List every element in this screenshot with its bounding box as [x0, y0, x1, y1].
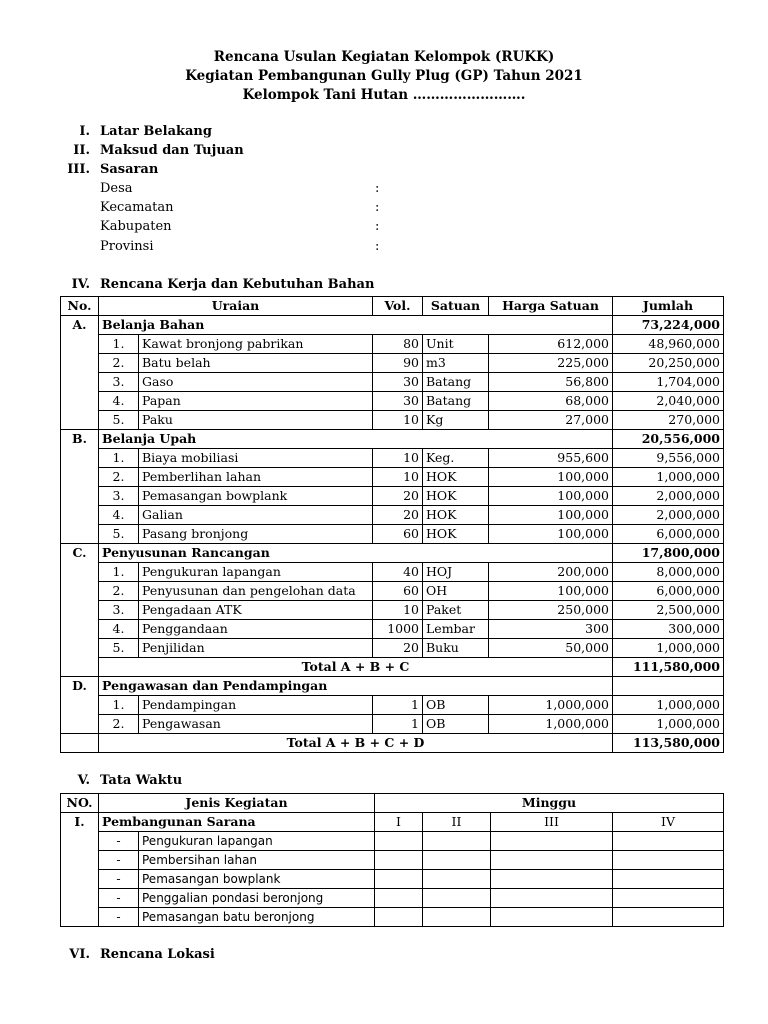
item-price: 100,000 — [489, 487, 613, 506]
section-maksud-tujuan — [73, 143, 244, 158]
activity-name: Pemasangan bowplank — [139, 870, 375, 889]
item-sum: 270,000 — [613, 411, 724, 430]
item-vol: 10 — [373, 601, 423, 620]
item-number: 2. — [99, 582, 139, 601]
activity-name: Pengukuran lapangan — [139, 832, 375, 851]
item-vol: 1000 — [373, 620, 423, 639]
group-title: Belanja Upah — [99, 430, 613, 449]
group-total: 17,800,000 — [613, 544, 724, 563]
week-cell — [375, 851, 423, 870]
item-sum: 2,500,000 — [613, 601, 724, 620]
header-satuan: Satuan — [423, 297, 489, 316]
total-abcd-label: Total A + B + C + D — [99, 734, 613, 753]
week-cell — [613, 908, 724, 927]
week-cell — [375, 832, 423, 851]
week-cell — [613, 851, 724, 870]
week-cell — [491, 889, 613, 908]
document-title — [0, 48, 768, 105]
item-sum: 1,000,000 — [613, 715, 724, 734]
group-number: I. — [61, 813, 99, 832]
table-row — [61, 449, 724, 468]
week-cell — [423, 832, 491, 851]
item-price: 50,000 — [489, 639, 613, 658]
item-unit: m3 — [423, 354, 489, 373]
item-number: 2. — [99, 468, 139, 487]
section-number: III. — [67, 162, 90, 177]
item-vol: 10 — [373, 411, 423, 430]
section-number: II. — [73, 143, 90, 158]
item-sum: 6,000,000 — [613, 582, 724, 601]
item-number: 5. — [99, 525, 139, 544]
item-number: 4. — [99, 506, 139, 525]
section-number: I. — [79, 124, 90, 139]
item-sum: 1,000,000 — [613, 639, 724, 658]
item-price: 955,600 — [489, 449, 613, 468]
item-number: 2. — [99, 354, 139, 373]
item-price: 100,000 — [489, 468, 613, 487]
item-sum: 300,000 — [613, 620, 724, 639]
item-sum: 2,040,000 — [613, 392, 724, 411]
item-price: 68,000 — [489, 392, 613, 411]
week-cell — [491, 870, 613, 889]
item-vol: 10 — [373, 449, 423, 468]
item-dash: - — [99, 851, 139, 870]
week-label: III — [491, 813, 613, 832]
item-unit: OB — [423, 696, 489, 715]
item-sum: 2,000,000 — [613, 487, 724, 506]
item-sum: 48,960,000 — [613, 335, 724, 354]
header-minggu: Minggu — [375, 794, 724, 813]
item-name: Penyusunan dan pengelohan data — [139, 582, 373, 601]
group-row — [61, 677, 724, 696]
group-title: Pengawasan dan Pendampingan — [99, 677, 613, 696]
item-number: 1. — [99, 696, 139, 715]
item-name: Papan — [139, 392, 373, 411]
table-row — [61, 582, 724, 601]
item-price: 27,000 — [489, 411, 613, 430]
item-unit: Keg. — [423, 449, 489, 468]
field-label: Desa — [100, 181, 133, 196]
week-label: II — [423, 813, 491, 832]
item-number: 3. — [99, 487, 139, 506]
field-label: Kecamatan — [100, 200, 174, 215]
field-kabupaten — [100, 219, 390, 238]
table-row — [61, 715, 724, 734]
section-number: IV. — [71, 277, 90, 292]
item-name: Paku — [139, 411, 373, 430]
item-price: 225,000 — [489, 354, 613, 373]
item-name: Pemasangan bowplank — [139, 487, 373, 506]
week-cell — [375, 908, 423, 927]
table-row — [61, 373, 724, 392]
header-uraian: Uraian — [99, 297, 373, 316]
item-sum: 20,250,000 — [613, 354, 724, 373]
item-number: 2. — [99, 715, 139, 734]
total-abc-label: Total A + B + C — [99, 658, 613, 677]
header-no: NO. — [61, 794, 99, 813]
section-label: Rencana Kerja dan Kebutuhan Bahan — [100, 277, 375, 292]
item-price: 200,000 — [489, 563, 613, 582]
item-name: Pengadaan ATK — [139, 601, 373, 620]
item-unit: Buku — [423, 639, 489, 658]
week-cell — [423, 889, 491, 908]
group-row — [61, 316, 724, 335]
item-price: 100,000 — [489, 525, 613, 544]
field-colon: : — [375, 181, 380, 196]
item-sum: 9,556,000 — [613, 449, 724, 468]
item-vol: 10 — [373, 468, 423, 487]
group-total: 20,556,000 — [613, 430, 724, 449]
table-row — [61, 506, 724, 525]
week-cell — [491, 908, 613, 927]
item-name: Kawat bronjong pabrikan — [139, 335, 373, 354]
item-sum: 1,000,000 — [613, 468, 724, 487]
item-dash: - — [99, 870, 139, 889]
schedule-row — [61, 870, 724, 889]
title-line-3: Kelompok Tani Hutan ……………………. — [242, 87, 526, 103]
item-vol: 1 — [373, 715, 423, 734]
item-unit: Lembar — [423, 620, 489, 639]
field-label: Kabupaten — [100, 219, 172, 234]
item-number: 4. — [99, 392, 139, 411]
item-sum: 1,704,000 — [613, 373, 724, 392]
item-dash: - — [99, 908, 139, 927]
item-unit: HOK — [423, 487, 489, 506]
item-price: 56,800 — [489, 373, 613, 392]
field-kecamatan — [100, 200, 390, 219]
item-vol: 30 — [373, 373, 423, 392]
budget-header-row — [61, 297, 724, 316]
table-row — [61, 620, 724, 639]
item-name: Penjilidan — [139, 639, 373, 658]
item-unit: Unit — [423, 335, 489, 354]
week-label: IV — [613, 813, 724, 832]
item-price: 100,000 — [489, 506, 613, 525]
header-jenis-kegiatan: Jenis Kegiatan — [99, 794, 375, 813]
field-colon: : — [375, 200, 380, 215]
section-latar-belakang — [79, 124, 212, 139]
item-unit: HOK — [423, 506, 489, 525]
week-label: I — [375, 813, 423, 832]
item-vol: 60 — [373, 582, 423, 601]
budget-table — [60, 296, 724, 753]
item-number: 1. — [99, 335, 139, 354]
field-provinsi — [100, 239, 390, 258]
group-row — [61, 430, 724, 449]
item-name: Galian — [139, 506, 373, 525]
total-abcd-value: 113,580,000 — [613, 734, 724, 753]
week-cell — [613, 832, 724, 851]
table-row — [61, 563, 724, 582]
section-tata-waktu — [77, 773, 183, 788]
item-unit: OB — [423, 715, 489, 734]
item-number: 3. — [99, 373, 139, 392]
group-letter: C. — [61, 544, 99, 563]
item-vol: 90 — [373, 354, 423, 373]
week-cell — [375, 870, 423, 889]
item-sum: 2,000,000 — [613, 506, 724, 525]
item-name: Pasang bronjong — [139, 525, 373, 544]
activity-name: Penggalian pondasi beronjong — [139, 889, 375, 908]
item-number: 4. — [99, 620, 139, 639]
section-label: Tata Waktu — [100, 773, 183, 788]
group-row — [61, 813, 724, 832]
activity-name: Pembersihan lahan — [139, 851, 375, 870]
section-rencana-kerja — [71, 277, 375, 292]
item-price: 250,000 — [489, 601, 613, 620]
schedule-row — [61, 908, 724, 927]
week-cell — [613, 889, 724, 908]
field-label: Provinsi — [100, 239, 154, 254]
item-name: Batu belah — [139, 354, 373, 373]
table-row — [61, 392, 724, 411]
group-letter: A. — [61, 316, 99, 335]
week-cell — [375, 889, 423, 908]
item-vol: 40 — [373, 563, 423, 582]
week-cell — [491, 851, 613, 870]
week-cell — [491, 832, 613, 851]
group-title: Pembangunan Sarana — [99, 813, 375, 832]
total-abcd-row — [61, 734, 724, 753]
item-price: 300 — [489, 620, 613, 639]
field-colon: : — [375, 219, 380, 234]
item-vol: 1 — [373, 696, 423, 715]
item-sum: 6,000,000 — [613, 525, 724, 544]
activity-name: Pemasangan batu beronjong — [139, 908, 375, 927]
table-row — [61, 468, 724, 487]
item-unit: OH — [423, 582, 489, 601]
item-name: Penggandaan — [139, 620, 373, 639]
section-rencana-lokasi — [69, 947, 215, 962]
section-label: Latar Belakang — [100, 124, 212, 139]
title-line-2: Kegiatan Pembangunan Gully Plug (GP) Tahun 2021 — [185, 68, 583, 84]
item-vol: 60 — [373, 525, 423, 544]
group-total: 73,224,000 — [613, 316, 724, 335]
header-jumlah: Jumlah — [613, 297, 724, 316]
item-price: 612,000 — [489, 335, 613, 354]
header-harga-satuan: Harga Satuan — [489, 297, 613, 316]
table-row — [61, 354, 724, 373]
item-vol: 30 — [373, 392, 423, 411]
item-name: Biaya mobiliasi — [139, 449, 373, 468]
item-price: 1,000,000 — [489, 715, 613, 734]
item-unit: Batang — [423, 373, 489, 392]
item-number: 1. — [99, 449, 139, 468]
header-vol: Vol. — [373, 297, 423, 316]
item-vol: 20 — [373, 506, 423, 525]
schedule-row — [61, 832, 724, 851]
title-line-1: Rencana Usulan Kegiatan Kelompok (RUKK) — [213, 49, 555, 65]
item-number: 3. — [99, 601, 139, 620]
week-cell — [423, 908, 491, 927]
item-unit: HOJ — [423, 563, 489, 582]
item-vol: 80 — [373, 335, 423, 354]
schedule-row — [61, 889, 724, 908]
item-price: 1,000,000 — [489, 696, 613, 715]
group-row — [61, 544, 724, 563]
week-cell — [423, 851, 491, 870]
item-dash: - — [99, 832, 139, 851]
item-name: Pemberlihan lahan — [139, 468, 373, 487]
header-no: No. — [61, 297, 99, 316]
section-label: Rencana Lokasi — [100, 947, 215, 962]
item-unit: Batang — [423, 392, 489, 411]
item-name: Pengukuran lapangan — [139, 563, 373, 582]
section-label: Sasaran — [100, 162, 159, 177]
item-number: 5. — [99, 411, 139, 430]
table-row — [61, 639, 724, 658]
section-number: V. — [77, 773, 90, 788]
week-cell — [423, 870, 491, 889]
item-unit: HOK — [423, 525, 489, 544]
item-unit: HOK — [423, 468, 489, 487]
table-row — [61, 696, 724, 715]
table-row — [61, 487, 724, 506]
total-abc-value: 111,580,000 — [613, 658, 724, 677]
item-name: Pengawasan — [139, 715, 373, 734]
group-title: Penyusunan Rancangan — [99, 544, 613, 563]
item-sum: 1,000,000 — [613, 696, 724, 715]
table-row — [61, 411, 724, 430]
section-sasaran — [67, 162, 159, 177]
section-number: VI. — [69, 947, 90, 962]
table-row — [61, 525, 724, 544]
schedule-row — [61, 851, 724, 870]
schedule-table — [60, 793, 724, 927]
table-row — [61, 335, 724, 354]
group-letter: B. — [61, 430, 99, 449]
field-desa — [100, 181, 390, 200]
item-vol: 20 — [373, 487, 423, 506]
item-unit: Paket — [423, 601, 489, 620]
schedule-header-row — [61, 794, 724, 813]
table-row — [61, 601, 724, 620]
group-letter: D. — [61, 677, 99, 696]
item-unit: Kg — [423, 411, 489, 430]
section-label: Maksud dan Tujuan — [100, 143, 244, 158]
total-abc-row — [61, 658, 724, 677]
item-number: 1. — [99, 563, 139, 582]
item-number: 5. — [99, 639, 139, 658]
item-dash: - — [99, 889, 139, 908]
field-colon: : — [375, 239, 380, 254]
item-name: Gaso — [139, 373, 373, 392]
group-total — [613, 677, 724, 696]
group-title: Belanja Bahan — [99, 316, 613, 335]
item-price: 100,000 — [489, 582, 613, 601]
week-cell — [613, 870, 724, 889]
item-sum: 8,000,000 — [613, 563, 724, 582]
item-vol: 20 — [373, 639, 423, 658]
item-name: Pendampingan — [139, 696, 373, 715]
